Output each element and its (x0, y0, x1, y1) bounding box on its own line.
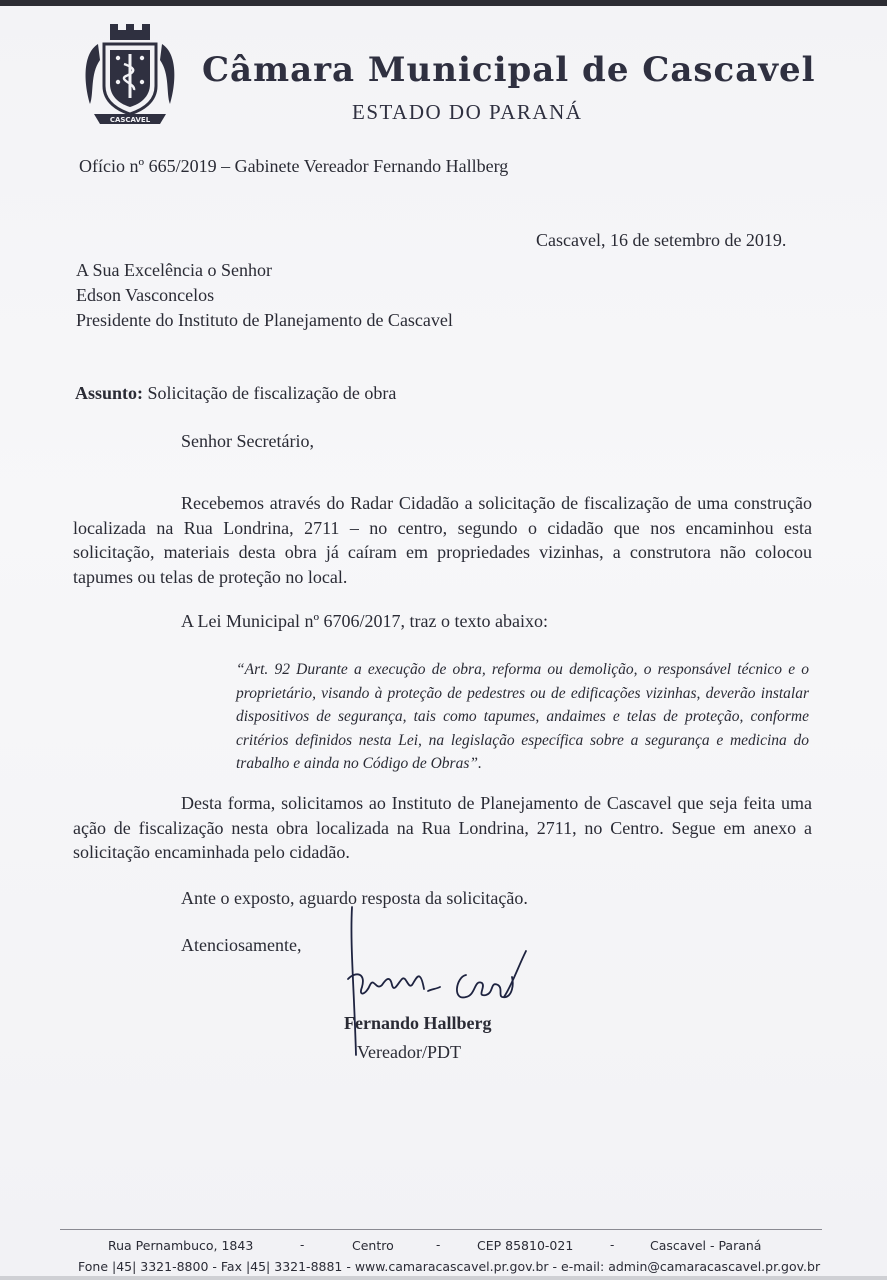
law-quote: “Art. 92 Durante a execução de obra, reforma ou demolição, o responsável técnico e o proprietário, visando à proteção de pedestres ou de edificações vizinhas, deverão instalar dispositivos de segurança, tais como tapumes, andaimes e telas de proteção, conforme critérios definidos nesta Lei, na legislação específica sobre a segurança e medicina do trabalho e ainda no Código de Obras”. (236, 661, 809, 772)
page-edge-shadow (0, 0, 887, 6)
page-bottom-edge (0, 1276, 887, 1280)
law-intro: A Lei Municipal nº 6706/2017, traz o texto abaixo: (181, 611, 549, 631)
body-paragraph-2: Desta forma, solicitamos ao Instituto de Planejamento de Cascavel que seja feita uma ação de fiscalização nesta obra localizada na Rua Londrina, 2711, no Centro. Segue em anexo a solicitação encaminhada pelo cidadão. (73, 793, 812, 862)
chamber-name: Câmara Municipal de Cascavel (202, 50, 816, 90)
recipient-line-1: A Sua Excelência o Senhor (76, 260, 272, 280)
footer-separator: - (300, 1238, 305, 1252)
salutation: Senhor Secretário, (181, 431, 314, 451)
footer-divider (60, 1229, 822, 1230)
subject-label: Assunto: (75, 383, 144, 403)
signer-role: Vereador/PDT (357, 1042, 461, 1062)
recipient-line-3: Presidente do Instituto de Planejamento de Cascavel (76, 310, 453, 330)
footer-city: Cascavel - Paraná (650, 1238, 762, 1253)
body-paragraph-1: Recebemos através do Radar Cidadão a solicitação de fiscalização de uma construção localizada na Rua Londrina, 2711 – no centro, segundo o cidadão que nos encaminhou esta solicitação, materiais desta obra já caíram em propriedades vizinhas, a construtora não colocou tapumes ou telas de proteção no local. (73, 493, 812, 587)
signer-name: Fernando Hallberg (344, 1013, 492, 1033)
letter-date: Cascavel, 16 de setembro de 2019. (536, 230, 787, 250)
footer-cep: CEP 85810-021 (477, 1238, 574, 1253)
subject-line (75, 381, 396, 405)
closing-sentence: Ante o exposto, aguardo resposta da solicitação. (181, 888, 528, 908)
subject-text: Solicitação de fiscalização de obra (143, 383, 397, 403)
crest-banner-label: CASCAVEL (109, 116, 151, 124)
footer-contact: Fone |45| 3321-8800 - Fax |45| 3321-8881 - www.camaracascavel.pr.gov.br - e-mail: admin@camaracascavel.pr.gov.br (78, 1259, 821, 1274)
footer-address: Rua Pernambuco, 1843 (108, 1238, 254, 1253)
office-reference: Ofício nº 665/2019 – Gabinete Vereador Fernando Hallberg (79, 156, 509, 176)
recipient-line-2: Edson Vasconcelos (76, 285, 215, 305)
chamber-state: ESTADO DO PARANÁ (352, 100, 583, 124)
footer-separator: - (610, 1238, 615, 1252)
regards: Atenciosamente, (181, 935, 302, 955)
footer-district: Centro (352, 1238, 394, 1253)
footer-separator: - (436, 1238, 441, 1252)
coat-of-arms-icon (80, 24, 180, 130)
